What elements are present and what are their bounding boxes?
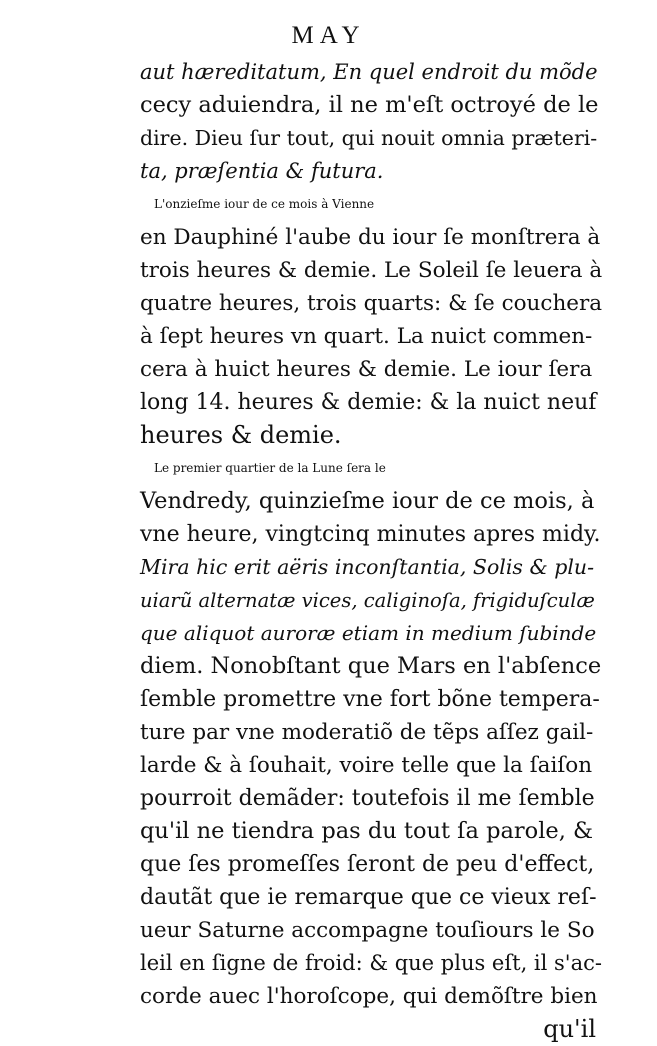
latin-text-line: Mira hic erit aëris inconſtantia, Solis & plu- [140, 555, 595, 579]
text-line: que ſes promeſſes ſeront de peu d'effect, [140, 852, 595, 877]
paragraph-start-line: L'onzieſme iour de ce mois à Vienne [154, 197, 375, 211]
paragraph-start-line: Le premier quartier de la Lune ſera le [154, 461, 386, 475]
text-line: corde auec l'horoſcope, qui demõſtre bien [140, 984, 598, 1009]
latin-text-line: que aliquot auroræ etiam in medium ſubinde [140, 621, 597, 645]
text-line: cera à huict heures & demie. Le iour ſera [140, 357, 593, 382]
text-line: Vendredy, quinzieſme iour de ce mois, à [140, 488, 595, 514]
text-line: cecy aduiendra, il ne m'eſt octroyé de le [140, 92, 599, 118]
text-line: vne heure, vingtcinq minutes apres midy. [140, 522, 601, 547]
catchword: qu'il [543, 1015, 596, 1043]
text-line: leil en ſigne de froid: & que plus eſt, il s'ac- [140, 951, 602, 975]
text-line-content: aut hæreditatum, En quel endroit du mõde [140, 60, 598, 84]
running-header [0, 22, 657, 50]
text-line: diem. Nonobſtant que Mars en l'abſence [140, 653, 602, 679]
text-line: en Dauphiné l'aube du iour ſe monſtrera à [140, 225, 601, 250]
text-line: heures & demie. [140, 421, 342, 449]
text-line: qu'il ne tiendra pas du tout ſa parole, & [140, 818, 594, 844]
body-text [140, 56, 603, 1046]
text-line: pourroit demãder: toutefois il me ſemble [140, 786, 595, 811]
latin-text-line: uiarũ alternatæ vices, caliginoſa, frigiduſculæ [140, 589, 595, 612]
text-line: ſemble promettre vne fort bõne tempera- [140, 687, 600, 712]
text-line: larde & à ſouhait, voire telle que la ſaiſon [140, 753, 593, 778]
text-line: quatre heures, trois quarts: & ſe couchera [140, 291, 603, 316]
text-line: ueur Saturne accompagne touſiours le So [140, 918, 595, 943]
text-line [140, 56, 600, 89]
text-line: dautãt que ie remarque que ce vieux reſ- [140, 885, 597, 910]
text-line: ta, præſentia & futura. [140, 159, 384, 183]
text-line: long 14. heures & demie: & la nuict neuf [140, 390, 597, 415]
running-title: MAY [291, 22, 366, 49]
text-line: dire. Dieu ſur tout, qui nouit omnia præteri- [140, 126, 598, 150]
text-line: à ſept heures vn quart. La nuict commen- [140, 324, 593, 349]
text-line: ture par vne moderatiõ de tẽps aſſez gail- [140, 720, 594, 745]
text-line: trois heures & demie. Le Soleil ſe leuera à [140, 258, 603, 283]
